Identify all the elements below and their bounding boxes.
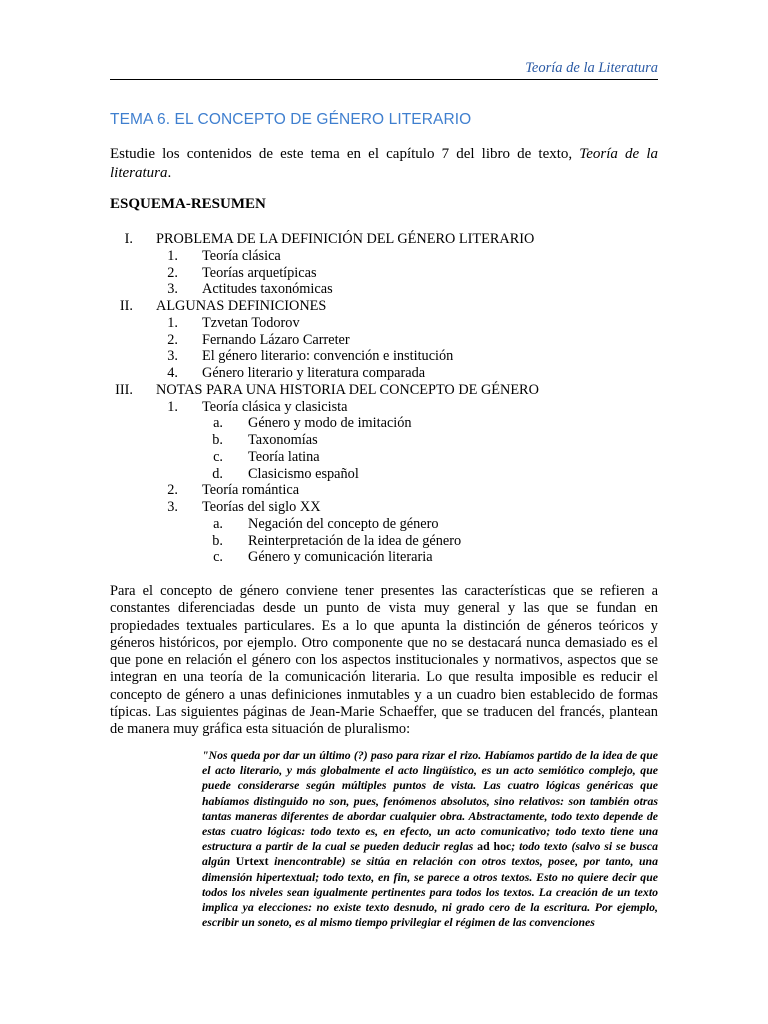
outline-item-number: III. xyxy=(115,381,133,398)
outline-item-number: 2. xyxy=(167,331,178,348)
outline-item-text: Género y comunicación literaria xyxy=(248,549,433,566)
outline-item xyxy=(110,549,658,566)
quote-part-2: ; todo texto (salvo si se busca algún xyxy=(202,839,658,869)
quote-ad-hoc: ad hoc xyxy=(477,839,512,854)
outline-item-text: Teoría latina xyxy=(248,448,320,465)
quote-part-3: inencontrable) se sitúa en relación con otros textos, posee, por tanto, una dimensión hipertextual; todo texto, en fin, se parece a otros textos. Esto no quiere decir que todos los niveles sean igualmente pertinentes para todos los textos. La creación de un texto implica ya elecciones: no existe texto desnudo, ni grado cero de la escritura. Por ejemplo, escribir un soneto, es al mismo tiempo privilegiar el régimen de las convenciones xyxy=(202,854,658,930)
outline-item xyxy=(110,432,658,449)
outline-item xyxy=(110,415,658,432)
outline-item-number: c. xyxy=(213,549,223,566)
outline-item-number: 3. xyxy=(167,348,178,365)
chapter-title: TEMA 6. EL CONCEPTO DE GÉNERO LITERARIO xyxy=(110,111,472,128)
outline-item xyxy=(110,399,658,416)
outline-item xyxy=(110,298,658,315)
outline-item xyxy=(110,248,658,265)
quote-urtext: Urtext xyxy=(235,854,269,869)
outline-item-number: 4. xyxy=(167,365,178,381)
intro-text: Estudie los contenidos de este tema en el capítulo 7 del libro de texto, xyxy=(110,146,580,162)
quote-part-1: "Nos queda por dar un último (?) paso para rizar el rizo. Habíamos partido de la idea de que el acto literario, y más globalmente el acto lingüístico, es un acto semiótico complejo, que puede considerarse según múltiples puntos de vista. Las cuatro lógicas genéricas que habíamos distinguido no son, pues, fenómenos absolutos, sino relativos: son también otras tantas maneras diferentes de abordar cualquier obra. Abstractamente, todo texto depende de estas cuatro lógicas: todo texto es, en efecto, un acto comunicativo; todo texto tiene una estructura a partir de la cual se pueden deducir reglas xyxy=(202,748,658,854)
outline-item-text: Género literario y literatura comparada xyxy=(202,365,426,381)
outline-item xyxy=(110,365,658,382)
outline-item-number: 1. xyxy=(167,314,178,331)
outline-item-text: Teorías arquetípicas xyxy=(202,264,317,281)
outline-item xyxy=(110,466,658,483)
outline-item-text: NOTAS PARA UNA HISTORIA DEL CONCEPTO DE GÉNERO xyxy=(156,381,539,398)
outline-item-number: b. xyxy=(212,532,223,549)
outline-item-text: Reinterpretación de la idea de género xyxy=(248,532,462,549)
outline-item-text: Teoría clásica y clasicista xyxy=(202,398,348,415)
outline-item-text: Taxonomías xyxy=(248,432,318,448)
outline-item-text: Teoría clásica xyxy=(202,247,281,264)
header-rule xyxy=(110,79,658,80)
outline-item-number: c. xyxy=(213,448,223,465)
outline-item xyxy=(110,231,658,248)
outline-item-number: 3. xyxy=(167,281,178,298)
intro-paragraph xyxy=(110,145,658,183)
outline-item-number: a. xyxy=(213,415,223,432)
outline-item-number: 2. xyxy=(167,264,178,281)
outline-item-text: Teoría romántica xyxy=(202,482,300,499)
outline-item xyxy=(110,516,658,533)
outline-item xyxy=(110,315,658,332)
outline-item xyxy=(110,348,658,365)
outline-item-number: II. xyxy=(119,298,133,314)
outline-item-number: 1. xyxy=(167,247,178,264)
outline-item xyxy=(110,332,658,349)
outline-item-number: 1. xyxy=(167,398,178,415)
outline-item-text: Género y modo de imitación xyxy=(248,415,412,432)
outline-item-text: Negación del concepto de género xyxy=(248,515,439,532)
outline-item xyxy=(110,449,658,466)
outline-item xyxy=(110,382,658,399)
outline-item-number: 2. xyxy=(167,482,178,499)
intro-end: . xyxy=(167,165,172,181)
outline-item-number: a. xyxy=(213,515,223,532)
outline-item-text: Clasicismo español xyxy=(248,465,359,482)
outline-item-text: Teorías del siglo XX xyxy=(202,499,321,515)
outline-item-text: Fernando Lázaro Carreter xyxy=(202,331,350,348)
outline-item xyxy=(110,281,658,298)
outline-item xyxy=(110,482,658,499)
book-title: Teoría de la literatura xyxy=(110,146,658,181)
outline-item-number: 3. xyxy=(167,499,178,515)
outline-item xyxy=(110,533,658,550)
outline-item-text: ALGUNAS DEFINICIONES xyxy=(156,298,327,314)
outline-item-text: Tzvetan Todorov xyxy=(202,314,300,331)
summary-heading: ESQUEMA-RESUMEN xyxy=(110,196,266,212)
outline-item xyxy=(110,499,658,516)
outline-list xyxy=(110,231,658,566)
outline-item-number: d. xyxy=(212,465,223,482)
outline-item-text: Actitudes taxonómicas xyxy=(202,281,333,298)
outline-item-text: El género literario: convención e institución xyxy=(202,348,454,365)
running-header: Teoría de la Literatura xyxy=(525,60,658,76)
outline-item-number: I. xyxy=(124,231,133,247)
outline-item-number: b. xyxy=(212,432,223,448)
block-quote xyxy=(202,748,658,930)
outline-item-text: PROBLEMA DE LA DEFINICIÓN DEL GÉNERO LITERARIO xyxy=(156,231,535,247)
body-paragraph: Para el concepto de género conviene tener presentes las características que se refieren a constantes diferenciadas desde un punto de vista muy general y las que se fundan en propiedades textuales particulares. Es a lo que apunta la distinción de géneros teóricos y géneros históricos, por ejemplo. Otro componente que no se destacará nunca demasiado es el que pone en relación el género con los aspectos institucionales y normativos, aspectos que se integran en una teoría de la comunicación literaria. Lo que resulta imposible es reducir el concepto de género a unas definiciones inmutables y a un cuadro bien establecido de formas típicas. Las siguientes páginas de Jean-Marie Schaeffer, que se traducen del francés, plantean de manera muy gráfica esta situación de pluralismo: xyxy=(110,583,658,738)
outline-item xyxy=(110,265,658,282)
